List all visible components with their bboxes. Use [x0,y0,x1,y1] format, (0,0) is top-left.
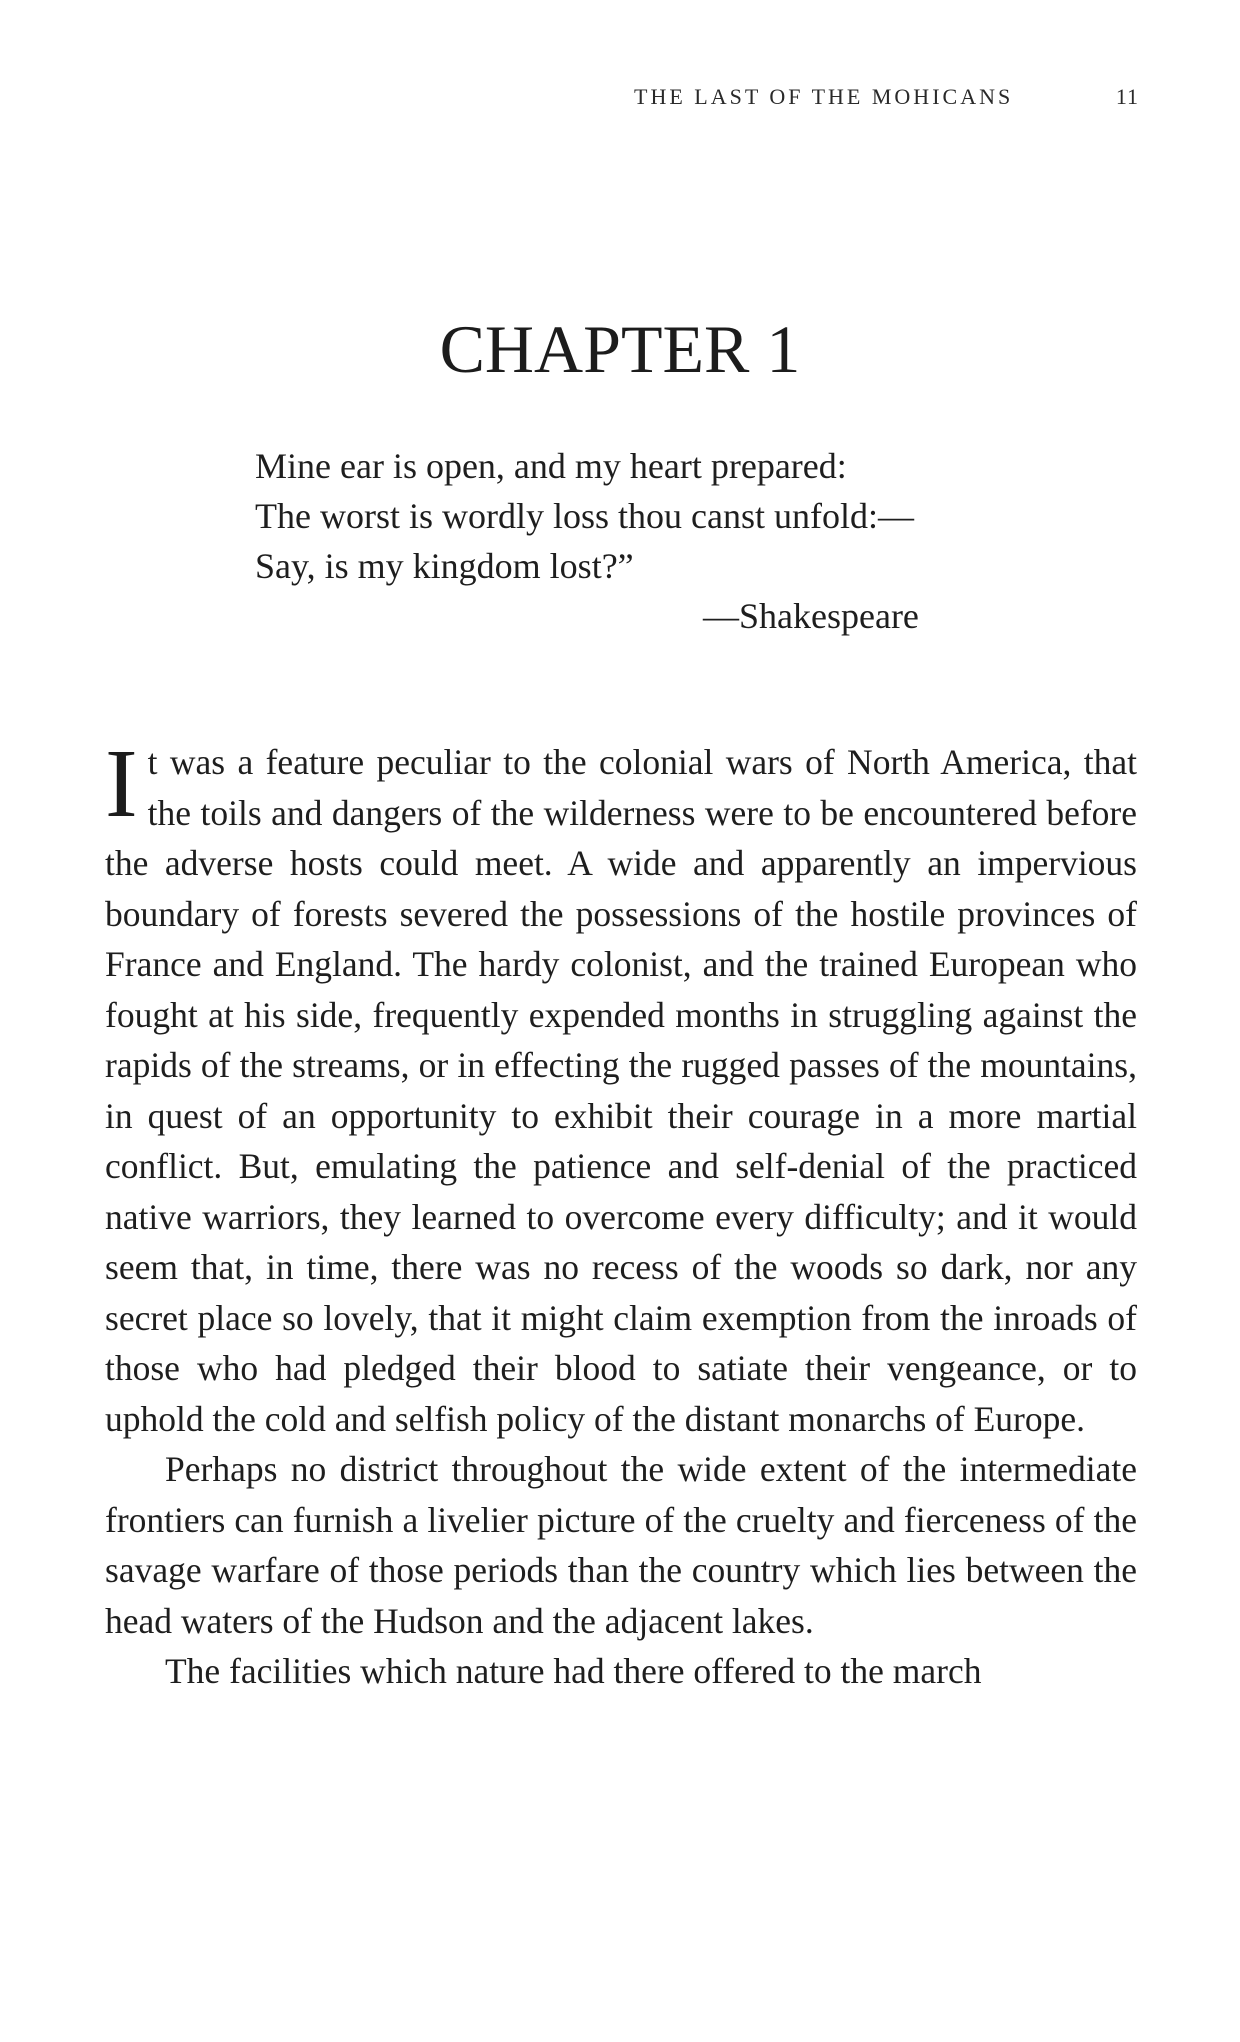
page-number: 11 [1115,84,1139,109]
epigraph-line: The worst is wordly loss thou canst unfold:— [255,496,914,536]
running-head-title: THE LAST OF THE MOHICANS [634,84,1014,109]
running-head [560,84,1145,118]
epigraph-line: Say, is my kingdom lost?” [255,546,634,586]
paragraph-text: t was a feature peculiar to the colonial wars of North America, that the toils and dangers of the wilderness were to be encountered before the adverse hosts could meet. A wide and apparently an impervious boundary of forests severed the possessions of the hostile provinces of France and England. The hardy colonist, and the trained European who fought at his side, frequently expended months in struggling against the rapids of the streams, or in effecting the rugged passes of the mountains, in quest of an opportunity to exhibit their courage in a more martial conflict. But, emulating the patience and self-denial of the practiced native warriors, they learned to overcome every difficulty; and it would seem that, in time, there was no recess of the woods so dark, nor any secret place so lovely, that it might claim exemption from the inroads of those who had pledged their blood to satiate their vengeance, or to uphold the cold and selfish policy of the distant monarchs of Europe. [105,742,1137,1439]
epigraph-attribution: —Shakespeare [703,596,919,636]
epigraph [255,441,975,641]
body-text [105,730,1137,1697]
epigraph-line: Mine ear is open, and my heart prepared: [255,446,847,486]
drop-cap: I [105,730,138,838]
paragraph: The facilities which nature had there offered to the march [165,1651,982,1691]
chapter-title: CHAPTER 1 [439,311,801,387]
paragraph: Perhaps no district throughout the wide extent of the intermediate frontiers can furnish a livelier picture of the cruelty and fierceness of the savage warfare of those periods than the country which lies between the head waters of the Hudson and the adjacent lakes. [105,1449,1137,1641]
paragraph [105,730,1137,1444]
